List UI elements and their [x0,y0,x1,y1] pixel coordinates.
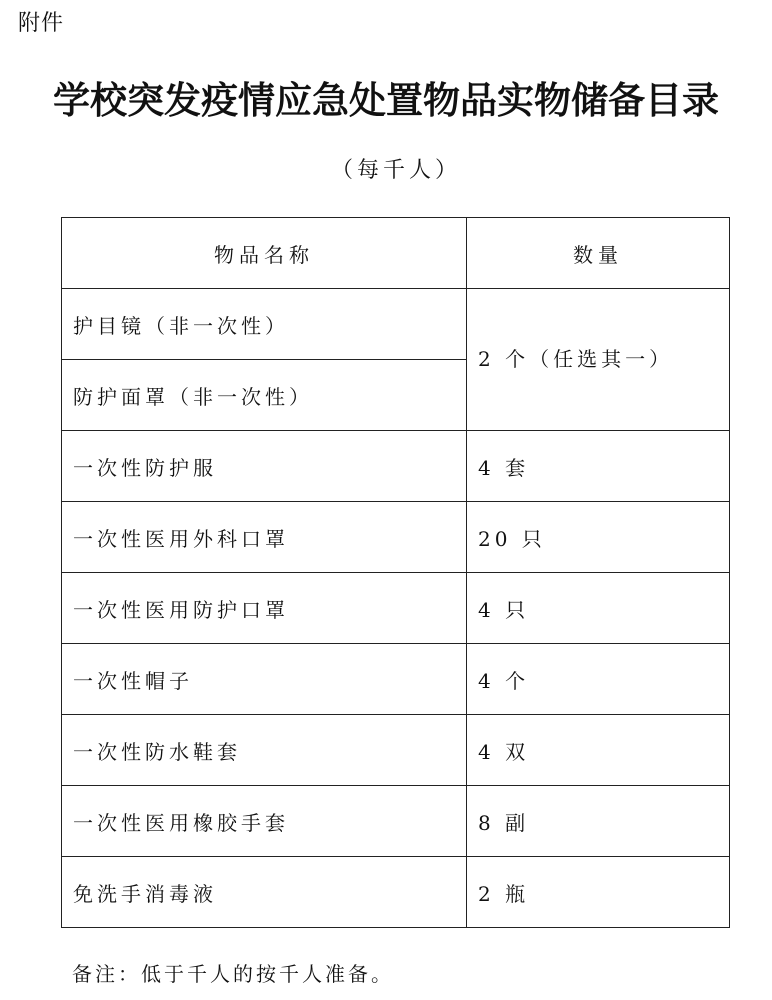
quantity-cell: 4 个 [467,644,730,715]
table-row [62,573,730,644]
table-row [62,502,730,573]
table-row [62,857,730,928]
item-name-cell: 防护面罩（非一次性） [62,360,467,431]
item-name-cell: 免洗手消毒液 [62,857,467,928]
item-name-cell: 一次性防水鞋套 [62,715,467,786]
item-name-cell: 一次性医用防护口罩 [62,573,467,644]
item-name-cell: 一次性防护服 [62,431,467,502]
footnote: 备注：低于千人的按千人准备。 [72,962,394,986]
table-header-row [62,218,730,289]
column-header-quantity: 数量 [467,218,730,289]
column-header-item-name: 物品名称 [62,218,467,289]
item-name-cell: 护目镜（非一次性） [62,289,467,360]
quantity-cell: 2 个（任选其一） [467,289,730,431]
supply-catalog-table [61,217,730,928]
table-row [62,786,730,857]
attachment-label: 附件 [18,11,65,36]
item-name-cell: 一次性医用橡胶手套 [62,786,467,857]
quantity-cell: 4 只 [467,573,730,644]
quantity-cell: 4 套 [467,431,730,502]
document-subtitle: （每千人） [330,158,461,183]
table-row [62,715,730,786]
item-name-cell: 一次性帽子 [62,644,467,715]
table-row [62,431,730,502]
quantity-cell: 2 瓶 [467,857,730,928]
quantity-cell: 20 只 [467,502,730,573]
table-row [62,289,730,360]
document-title: 学校突发疫情应急处置物品实物储备目录 [53,79,719,122]
table-row [62,644,730,715]
quantity-cell: 8 副 [467,786,730,857]
quantity-cell: 4 双 [467,715,730,786]
item-name-cell: 一次性医用外科口罩 [62,502,467,573]
